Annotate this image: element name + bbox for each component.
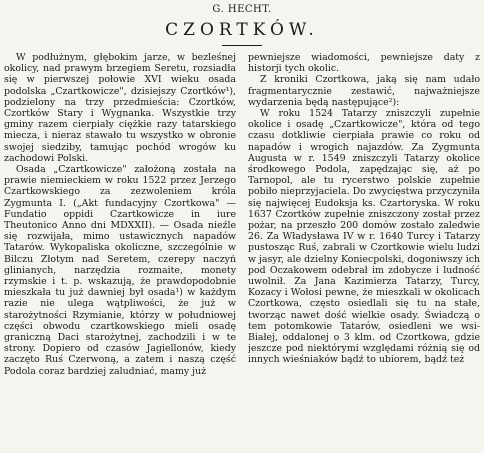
text-column-left — [4, 52, 236, 450]
article-title: CZORTKÓW. — [165, 20, 319, 40]
running-header-author: G. HECHT. — [212, 4, 272, 15]
text-column-right — [248, 52, 480, 450]
title-divider — [222, 45, 262, 46]
paragraph: Z kroniki Czortkowa, jaką się nam udało fragmentarycznie zestawić, najważniejsze wydarzenia będą następujące²): — [248, 74, 480, 108]
paragraph: pewniejsze wiadomości, pewniejsze daty z historji tych okolic. — [248, 52, 480, 75]
paragraph: W roku 1524 Tatarzy zniszczyli zupełnie okolice i osadę „Czartkowicze", która od tego czasu dotkliwie cierpiała prawie co roku od napadów i wrogich najazdów. Za Zygmunta Augusta w r. 1549 zniszczyli Tatarzy okolice środkowego Podola, zapędzając się, aż po Tarnopol, ale tu rycerstwo polskie zupełnie pobiło nieprzyjaciela. Do zwycięstwa przyczyniła się najwięcej Eudoksja ks. Czartoryska. W roku 1637 Czortków zupełnie zniszczony został przez pożar, na przeszło 200 domów zostało zaledwie 26. Za Władysława IV w r. 1640 Turcy i Tatarzy pustosząc Ruś, zabrali w Czortkowie wielu ludzi w jasyr, ale dzielny Koniecpolski, dogoniwszy ich pod Oczakowem odebrał im zdobycze i ludność uwolnił. Za Jana Kazimierza Tatarzy, Turcy, Kozacy i Wołosi pewne, że mieszkali w okolicach Czortkowa, często osiedlali się tu na stałe, tworząc nawet dość wielkie osady. Świadczą o tem potomkowie Tatarów, osiedleni we wsi-Białej, oddalonej o 3 klm. od Czortkowa, gdzie jeszcze pod niektórymi względami różnią się od innych wieśniaków bądź to ubiorem, bądź też — [248, 108, 480, 366]
paragraph: Osada „Czartkowicze" założoną została na prawie niemieckiem w roku 1522 przez Jerzego Czartkowskiego za zezwoleniem króla Zygmunta I. („Akt fundacyjny Czortkowa" — Fundatio oppidi Czartkowicze in iure Theutonico Anno dni MDXXII). — Osada nieźle się rozwijała, mimo ustawicznych napadów Tatarów. Wykopaliska okoliczne, szczególnie w Bilczu Złotym nad Seretem, czerepy naczyń glinianych, narzędzia rozmaite, monety rzymskie i t. p. wskazują, że prawdopodobnie mieszkała tu już dawniej był osada¹) w każdym razie nie ulega wątpliwości, że już w starożytności Rzymianie, którzy w południowej części obwodu czartkowskiego mieli osadę graniczną Daci starożytnej, zachodzili i w te strony. Dopiero od czasów Jagiellonów, kiedy zaczęto Ruś Czerwoną, a zatem i naszą część Podola coraz bardziej zaludniać, mamy już — [4, 164, 236, 377]
paragraph: W podłużnym, głębokim jarze, w bezleśnej okolicy, nad prawym brzegiem Seretu, rozsiadła się w pierwszej połowie XVI wieku osada podolska „Czartkowicze", dzisiejszy Czortków¹), podzielony na trzy przedmieścia: Czortków, Czortków Stary i Wygnanka. Wszystkie trzy gminy razem cierpiały ciężkie razy tatarskiego miecza, i nieraz stawało tu wszystko w obronie swojej siedziby, tamując pochód wrogów ku zachodowi Polski. — [4, 52, 236, 164]
